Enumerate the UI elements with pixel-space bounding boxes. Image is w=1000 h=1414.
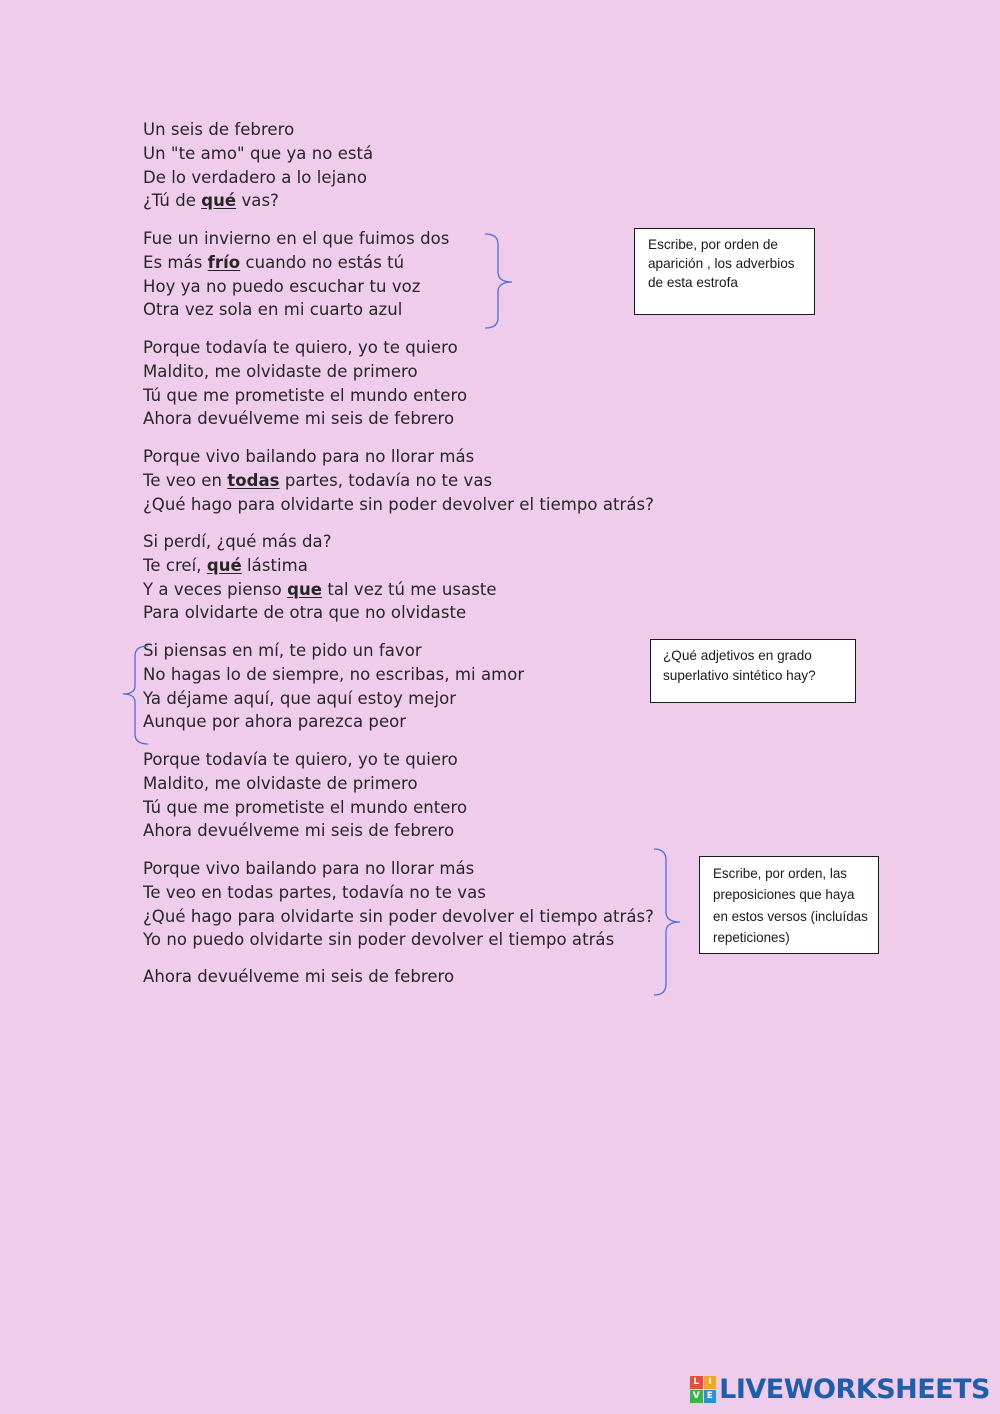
verse-line <box>143 530 497 554</box>
highlighted-word: todas <box>227 470 280 490</box>
brace-path <box>123 646 148 744</box>
brand-name: LIVEWORKSHEETS <box>719 1373 990 1405</box>
verse-line <box>143 445 654 469</box>
verse-line <box>143 407 467 431</box>
highlighted-word: frío <box>207 252 241 272</box>
verse-text: tal vez tú me usaste <box>322 579 497 599</box>
verse-text: Te veo en <box>143 470 228 490</box>
verse-text: Para olvidarte de otra que no olvidaste <box>143 603 467 623</box>
verse-line <box>143 710 524 734</box>
verse-line <box>143 748 467 772</box>
verse-line <box>143 275 449 299</box>
verse-text: ¿Qué hago para olvidarte sin poder devolver el tiempo atrás? <box>143 906 654 926</box>
verse-line <box>143 881 654 905</box>
verse-line <box>143 578 497 602</box>
verse-text: ¿Tú de <box>143 191 202 211</box>
verse-text: lástima <box>241 555 308 575</box>
verse-line <box>143 493 654 517</box>
verse-text: Te veo en todas partes, todavía no te vas <box>143 882 486 902</box>
verse-text: ¿Qué hago para olvidarte sin poder devolver el tiempo atrás? <box>143 494 654 514</box>
logo-tile: V <box>690 1390 703 1403</box>
verse-line <box>143 384 467 408</box>
stanza <box>143 857 654 952</box>
stanza <box>143 639 524 734</box>
verse-text: cuando no estás tú <box>240 252 405 272</box>
verse-text: Maldito, me olvidaste de primero <box>143 361 418 381</box>
verse-text: Ahora devuélveme mi seis de febrero <box>143 821 455 841</box>
logo-tile: E <box>704 1390 717 1403</box>
verse-line <box>143 687 524 711</box>
verse-text: Tú que me prometiste el mundo entero <box>143 797 468 817</box>
verse-text: Un seis de febrero <box>143 120 295 139</box>
verse-text: Porque todavía te quiero, yo te quiero <box>143 750 458 769</box>
verse-text: Porque vivo bailando para no llorar más <box>143 447 475 466</box>
verse-line <box>143 857 654 881</box>
stanza <box>143 227 449 322</box>
right-brace-stanza-2 <box>480 232 520 332</box>
verse-line <box>143 905 654 929</box>
adverbs-question-text: Escribe, por orden de aparición , los adverbios de esta estrofa <box>648 237 795 291</box>
verse-line <box>143 469 654 493</box>
verse-line <box>143 663 524 687</box>
verse-text: Si perdí, ¿qué más da? <box>143 532 332 551</box>
verse-line <box>143 189 373 213</box>
brace-path <box>654 849 680 995</box>
adverbs-question-box[interactable] <box>634 228 815 315</box>
verse-line <box>143 639 524 663</box>
verse-line <box>143 227 449 251</box>
verse-line <box>143 819 467 843</box>
brace-path <box>485 234 512 328</box>
verse-line <box>143 118 373 142</box>
verse-text: Y a veces pienso <box>143 579 288 599</box>
verse-text: Te creí, <box>143 555 207 575</box>
verse-line <box>143 336 467 360</box>
superlatives-question-text: ¿Qué adjetivos en grado superlativo sintético hay? <box>663 648 816 683</box>
stanza <box>143 445 654 516</box>
verse-line <box>143 965 454 989</box>
prepositions-question-box[interactable] <box>699 856 879 954</box>
superlatives-question-box[interactable] <box>650 639 856 703</box>
verse-text: Ahora devuélveme mi seis de febrero <box>143 409 455 429</box>
stanza <box>143 748 467 843</box>
verse-text: vas? <box>236 191 279 211</box>
highlighted-word: qué <box>201 191 237 211</box>
right-brace-stanzas-8-9 <box>650 846 690 998</box>
verse-text: Yo no puedo olvidarte sin poder devolver el tiempo atrás <box>143 930 615 950</box>
liveworksheets-logo[interactable] <box>690 1372 990 1406</box>
verse-text: Porque todavía te quiero, yo te quiero <box>143 338 458 357</box>
stanza <box>143 336 467 431</box>
verse-line <box>143 166 373 190</box>
left-brace-stanza-6 <box>118 644 154 748</box>
verse-text: No hagas lo de siempre, no escribas, mi amor <box>143 664 525 684</box>
verse-text: partes, todavía no te vas <box>279 470 493 490</box>
logo-tile: I <box>704 1376 717 1389</box>
logo-tiles-icon <box>690 1376 716 1403</box>
verse-line <box>143 554 497 578</box>
verse-line <box>143 142 373 166</box>
highlighted-word: qué <box>206 555 242 575</box>
verse-text: Un "te amo" que ya no está <box>143 143 374 163</box>
verse-line <box>143 251 449 275</box>
highlighted-word: que <box>287 579 323 599</box>
verse-text: Hoy ya no puedo escuchar tu voz <box>143 276 421 296</box>
verse-text: Maldito, me olvidaste de primero <box>143 773 418 793</box>
verse-line <box>143 298 449 322</box>
verse-text: Si piensas en mí, te pido un favor <box>143 641 422 660</box>
stanza <box>143 530 497 625</box>
verse-line <box>143 772 467 796</box>
verse-line <box>143 360 467 384</box>
logo-tile: L <box>690 1376 703 1389</box>
verse-text: Es más <box>143 252 208 272</box>
verse-text: Otra vez sola en mi cuarto azul <box>143 300 403 320</box>
verse-text: Ya déjame aquí, que aquí estoy mejor <box>143 688 457 708</box>
verse-text: Fue un invierno en el que fuimos dos <box>143 229 450 248</box>
stanza <box>143 965 454 989</box>
verse-line <box>143 796 467 820</box>
verse-text: De lo verdadero a lo lejano <box>143 167 368 187</box>
verse-text: Porque vivo bailando para no llorar más <box>143 859 475 878</box>
verse-text: Tú que me prometiste el mundo entero <box>143 385 468 405</box>
verse-text: Aunque por ahora parezca peor <box>143 712 407 732</box>
verse-line <box>143 928 654 952</box>
stanza <box>143 118 373 213</box>
verse-text: Ahora devuélveme mi seis de febrero <box>143 967 455 986</box>
prepositions-question-text: Escribe, por orden, las preposiciones que haya en estos versos (incluídas repeticiones) <box>713 866 868 946</box>
verse-line <box>143 601 497 625</box>
